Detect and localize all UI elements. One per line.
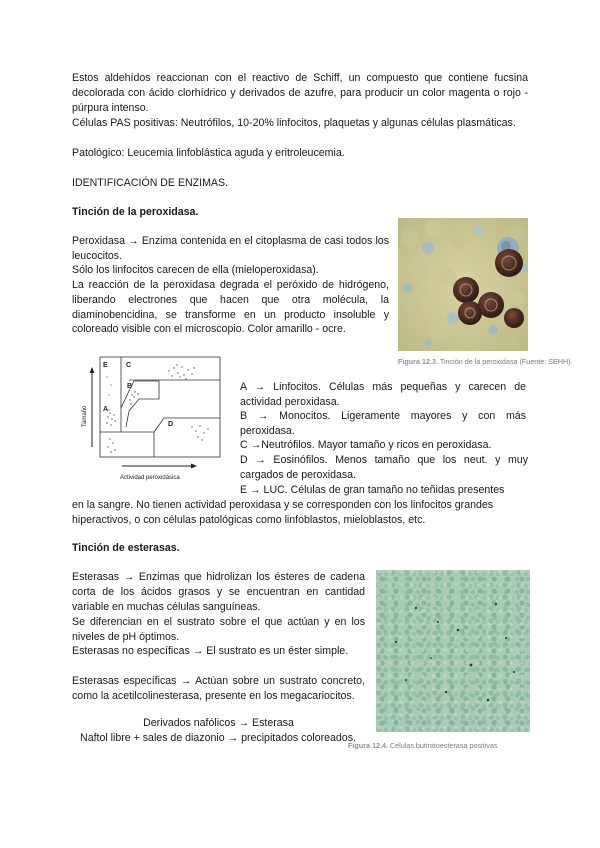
peroxidase-figure-text: Tinción de la peroxidasa (Fuente: SEHH).	[439, 357, 573, 366]
cytogram-region-lines	[100, 357, 220, 457]
esterase-paragraph-2: Se diferencian en el sustrato sobre el que actúan y en los niveles de pH óptimos.	[72, 616, 365, 643]
y-axis-label: Tamaño	[82, 405, 88, 427]
section-heading: IDENTIFICACIÓN DE ENZIMAS.	[72, 177, 228, 189]
cell-type-b: B → Monocitos. Ligeramente mayores y con más peroxidasa.	[240, 410, 526, 437]
esterase-centered-line-2: Naftol libre + sales de diazonio → precipitados coloreados.	[80, 732, 356, 744]
cytogram-label-a: A	[103, 406, 109, 413]
cell-type-e: E → LUC. Células de gran tamaño no teñidas presentes	[240, 484, 505, 496]
esterase-paragraph-1: Esterasas → Enzimas que hidrolizan los ésteres de cadena corta de los ácidos grasos y se encuentran en cantidad variable en muchas células sanguíneas.	[72, 571, 365, 613]
esterase-paragraph-3: Esterasas no específicas → El sustrato es un éster simple.	[72, 645, 349, 657]
y-axis-arrowhead	[90, 367, 95, 373]
esterase-figure-label: Figura 12.4.	[348, 741, 388, 750]
cytogram-svg	[74, 355, 224, 487]
esterase-micrograph-image	[376, 570, 530, 732]
cytogram-label-b: B	[127, 383, 133, 390]
esterase-paragraph-4: Esterasas específicas → Actúan sobre un sustrato concreto, como la acetilcolinesterasa, presente en los megacariocitos.	[72, 675, 365, 702]
x-axis-label: Actividad peroxidásica	[120, 475, 180, 481]
peroxidase-paragraph-2: Sólo los linfocitos carecen de ella (mieloperoxidasa).	[72, 264, 319, 276]
esterase-figure-text: Células butiratoesterasa positivas	[389, 741, 498, 750]
peroxidase-figure-label: Figura 12.3.	[398, 357, 438, 366]
cytogram-dot-clusters	[106, 364, 208, 452]
intro-paragraph-pas: Células PAS positivas: Neutrófilos, 10-20% linfocitos, plaquetas y algunas células plasmáticas.	[72, 117, 516, 129]
cell-type-e-continued: en la sangre. No tienen actividad peroxidasa y se corresponden con los linfocitos grandes hiperactivos, o con células patológicas como linfoblastos, mieloblastos, etc.	[72, 499, 494, 526]
cell-type-a: A → Linfocitos. Células más pequeñas y carecen de actividad peroxidasa.	[240, 381, 526, 408]
esterase-heading: Tinción de esterasas.	[72, 542, 180, 554]
cell-type-c: C →Neutrófilos. Mayor tamaño y ricos en peroxidasa.	[240, 439, 492, 451]
esterase-micrograph	[376, 570, 530, 732]
peroxidase-heading: Tinción de la peroxidasa.	[72, 206, 199, 218]
cytogram-frame	[100, 357, 220, 457]
cytogram-label-d: D	[168, 421, 174, 428]
x-axis-arrowhead	[191, 464, 197, 469]
esterase-centered-line-1: Derivados nafólicos → Esterasa	[143, 717, 294, 729]
peroxidase-micrograph-image	[398, 218, 528, 351]
peroxidase-paragraph-3: La reacción de la peroxidasa degrada el peróxido de hidrógeno, liberando electrones que hacen que otra molécula, la diaminobencidina, se transforme en un producto insoluble y coloreado visible con el microscopio. Color amarillo - ocre.	[72, 279, 389, 336]
intro-paragraph-schiff: Estos aldehídos reaccionan con el reactivo de Schiff, un compuesto que contiene fucsina decolorada con ácido clorhídrico y derivados de azufre, para producir un color magenta o rojo - púrpura intenso.	[72, 72, 528, 114]
intro-paragraph-pathologic: Patológico: Leucemia linfoblástica aguda y eritroleucemia.	[72, 147, 345, 159]
peroxidase-micrograph	[398, 218, 528, 351]
peroxidase-paragraph-1: Peroxidasa → Enzima contenida en el citoplasma de casi todos los leucocitos.	[72, 235, 389, 262]
peroxidase-cytogram	[74, 355, 224, 487]
cell-type-d: D → Eosinófilos. Menos tamaño que los neut. y muy cargados de peroxidasa.	[240, 454, 528, 481]
cytogram-label-c: C	[126, 362, 132, 369]
esterase-figure-caption	[348, 741, 497, 750]
peroxidase-figure-caption	[398, 357, 573, 366]
cytogram-label-e: E	[103, 362, 108, 369]
